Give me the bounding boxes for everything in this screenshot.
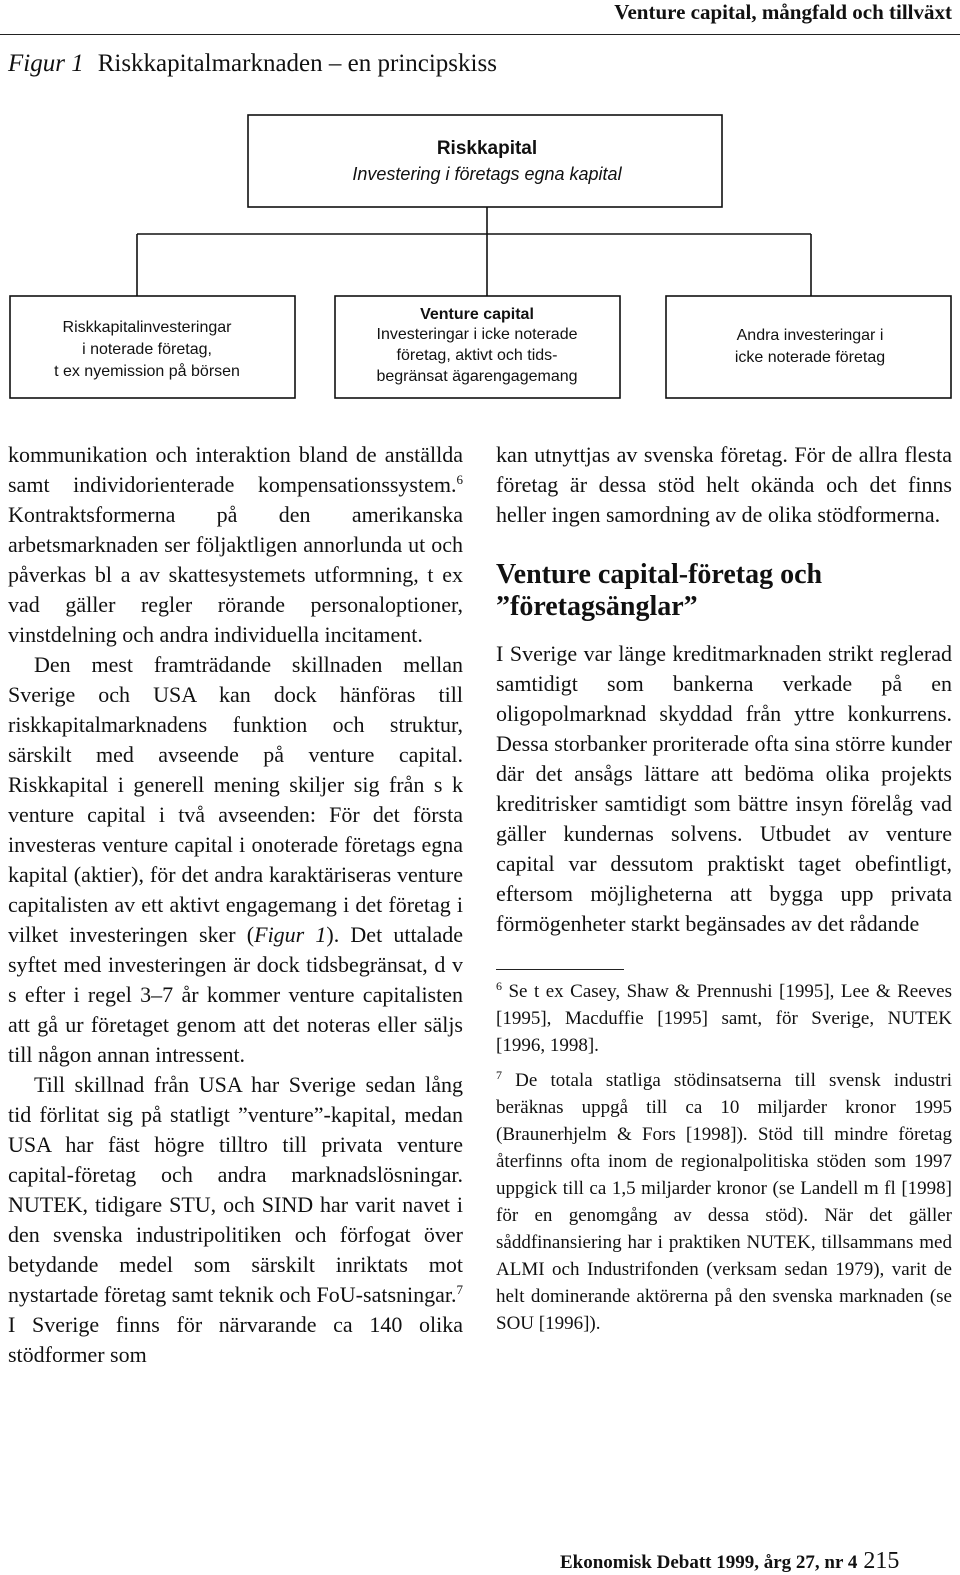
left-p3-text-b: I Sverige finns för närvarande ca 140 olika stödformer som bbox=[8, 1312, 463, 1367]
footnote-7 bbox=[496, 1067, 952, 1337]
top-box bbox=[248, 115, 722, 207]
footnote-ref-6: 6 bbox=[456, 472, 463, 487]
left-paragraph-2 bbox=[8, 650, 463, 1070]
footnote-6 bbox=[496, 978, 952, 1059]
right-paragraph-1: kan utnyttjas av svenska företag. För de allra flesta företag är dessa stöd helt okända och det finns heller ingen samordning av de olika stödformerna. bbox=[496, 442, 952, 527]
footnote-6-text: Se t ex Casey, Shaw & Prennushi [1995], Lee & Reeves [1995], Macduffie [1995] samt, för Sverige, NUTEK [1996, 1998]. bbox=[496, 981, 952, 1056]
left-paragraph-1 bbox=[8, 440, 463, 650]
section-heading bbox=[496, 559, 952, 623]
right-box bbox=[666, 296, 951, 398]
section-heading-line2: ”företagsänglar” bbox=[496, 591, 698, 622]
middle-box-line2: företag, aktivt och tids- bbox=[396, 347, 558, 364]
left-box-line1: Riskkapitalinvesteringar bbox=[62, 319, 232, 336]
left-p1-text-b: Kontraktsformerna på den amerikanska arbetsmarknaden ser följaktligen annorlunda ut och påverkas bl a av skattesystemets utformning, t ex vad gäller regler rörande personaloptioner, vinstdelning och andra individuella incitament. bbox=[8, 502, 463, 647]
header-rule bbox=[0, 34, 960, 35]
middle-box-title: Venture capital bbox=[420, 306, 534, 323]
running-head: Venture capital, mångfald och tillväxt bbox=[614, 0, 952, 24]
left-p2-text-a: Den mest framträdande skillnaden mellan Sverige och USA kan dock hänföras till riskkapitalmarknadens funktion och struktur, särskilt med avseende på venture capital. Riskkapital i generell mening skiljer sig från s k venture capital i två avseenden: För det första investeras venture capital i onoterade företags egna kapital (aktier), för det andra karaktäriseras venture capitalisten av ett aktivt engagemang i det företag i vilket investeringen sker ( bbox=[8, 652, 463, 947]
footnote-6-number: 6 bbox=[496, 979, 502, 993]
middle-box-line1: Investeringar i icke noterade bbox=[376, 326, 578, 343]
left-box-line3: t ex nyemission på börsen bbox=[54, 363, 240, 380]
top-box-title: Riskkapital bbox=[436, 138, 538, 159]
risk-capital-diagram bbox=[0, 96, 960, 406]
left-p2-text-b: ). Det uttalade syftet med investeringen är dock tidsbegränsat, d v s efter i regel 3–7 år kommer venture capitalisten att gå ur företaget genom att det noteras eller säljs till någon annan intressent. bbox=[8, 922, 463, 1067]
figure-title: Riskkapitalmarknaden – en principskiss bbox=[97, 50, 497, 77]
right-paragraph-2: I Sverige var länge kreditmarknaden strikt reglerad samtidigt som bankerna verkade på en oligopolmarknad skyddad från yttre konkurrens. Dessa storbanker proriterade ofta sina större kunder där det ansågs lättare att bedöma olika projekts kreditrisker samtidigt som bättre insyn förelåg vad gäller kundernas solvens. Utbudet av venture capital var dessutom praktiskt taget obefintligt, eftersom möjligheterna att bygga upp privata förmögenheter starkt begänsades av det rådande bbox=[496, 641, 952, 936]
footnote-rule bbox=[496, 969, 624, 970]
footnote-7-number: 7 bbox=[496, 1068, 502, 1082]
middle-box-line3: begränsat ägarengagemang bbox=[376, 368, 578, 385]
section-heading-line1: Venture capital-företag och bbox=[496, 559, 823, 590]
footnote-7-text: De totala statliga stödinsatserna till svensk industri beräknas uppgå till ca 10 miljarder kronor 1995 (Braunerhjelm & Fors [1998]). Stöd till mindre företag återfinns ofta inom de regionalpolitiska stöden som 1997 uppgick till ca 1,5 miljarder kronor (se Landell m fl [1998] för en genomgång av dessa stöd). När det gäller såddfinansiering har i praktiken NUTEK, tillsammans med ALMI och Industrifonden (verksam sedan 1979), varit de helt dominerande aktörerna på den svenska marknaden (se SOU [1996]). bbox=[496, 1070, 952, 1334]
page-number: 215 bbox=[863, 1548, 900, 1574]
left-paragraph-3 bbox=[8, 1070, 463, 1370]
right-box-line2: icke noterade företag bbox=[734, 349, 886, 366]
left-p3-text-a: Till skillnad från USA har Sverige sedan lång tid förlitat sig på statligt ”venture”-kapital, medan USA har fäst högre tilltro till privata venture capital-företag och andra marknadslösningar. NUTEK, tidigare STU, och SIND har varit navet i den svenska industripolitiken och förfogat över betydande medel som särskilt inriktats mot nystartade företag samt teknik och FoU-satsningar. bbox=[8, 1072, 463, 1307]
right-box-line1: Andra investeringar i bbox=[736, 327, 884, 344]
figure-reference: Figur 1 bbox=[254, 922, 327, 947]
top-box-subtitle: Investering i företags egna kapital bbox=[352, 164, 622, 184]
left-column bbox=[8, 440, 463, 1370]
left-box-line2: i noterade företag, bbox=[82, 341, 212, 358]
figure-caption bbox=[8, 50, 497, 78]
left-p1-text-a: kommunikation och interaktion bland de anställda samt individorienterade kompensationssystem. bbox=[8, 442, 463, 497]
journal-name: Ekonomisk Debatt 1999, årg 27, nr 4 bbox=[560, 1552, 858, 1573]
page-footer bbox=[560, 1548, 899, 1575]
right-column bbox=[496, 440, 952, 1337]
figure-number: Figur 1 bbox=[8, 50, 84, 77]
footnote-ref-7: 7 bbox=[456, 1282, 463, 1297]
